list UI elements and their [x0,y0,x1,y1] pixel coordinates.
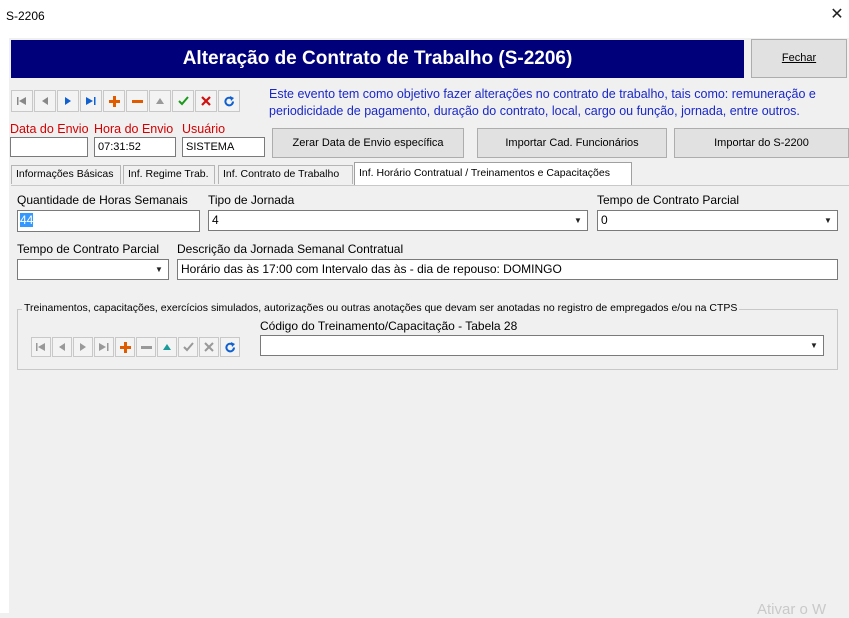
qtd-horas-label: Quantidade de Horas Semanais [17,193,188,207]
chevron-down-icon[interactable]: ▼ [824,216,832,225]
add-icon[interactable] [103,90,125,112]
chevron-down-icon[interactable]: ▼ [155,265,163,274]
qtd-horas-value: 44 [20,213,34,227]
tipo-jornada-value: 4 [212,213,219,227]
refresh-icon[interactable] [218,90,240,112]
edit-icon[interactable] [157,337,177,357]
tempo-parcial-value: 0 [601,213,608,227]
page-title: Alteração de Contrato de Trabalho (S-2206) [11,40,744,78]
first-record-icon[interactable] [11,90,33,112]
check-icon[interactable] [178,337,198,357]
tipo-jornada-select[interactable] [208,210,588,231]
importar-s2200-button[interactable]: Importar do S-2200 [674,128,849,158]
fechar-button[interactable] [751,39,847,78]
next-record-icon[interactable] [57,90,79,112]
next-record-icon[interactable] [73,337,93,357]
data-envio-label: Data do Envio [10,122,89,136]
add-icon[interactable] [115,337,135,357]
descricao-jornada-input[interactable]: Horário das às 17:00 com Intervalo das às - dia de repouso: DOMINGO [177,259,838,280]
prev-record-icon[interactable] [34,90,56,112]
chevron-down-icon[interactable]: ▼ [574,216,582,225]
last-record-icon[interactable] [80,90,102,112]
tab-regime-trab[interactable]: Inf. Regime Trab. [123,165,215,184]
hora-envio-input[interactable]: 07:31:52 [94,137,176,157]
info-text: Este evento tem como objetivo fazer alterações no contrato de trabalho, tais como: remuneração e periodicidade de pagamento, duração do contrato, local, cargo ou função, jornada, entre outros. [269,87,816,118]
last-record-icon[interactable] [94,337,114,357]
fechar-label: Fechar [781,52,817,64]
tipo-jornada-label: Tipo de Jornada [208,193,295,207]
usuario-label: Usuário [182,122,226,136]
check-icon[interactable] [172,90,194,112]
tempo-parcial-select[interactable] [597,210,838,231]
prev-record-icon[interactable] [52,337,72,357]
codigo-treinamento-label: Código do Treinamento/Capacitação - Tabela 28 [260,319,518,333]
remove-icon[interactable] [126,90,148,112]
descricao-jornada-label: Descrição da Jornada Semanal Contratual [177,242,404,256]
window-title-bar [0,0,849,32]
tab-informacoes-basicas[interactable]: Informações Básicas [11,165,121,184]
window-title: S-2206 [6,9,45,23]
tempo-parcial-2-label: Tempo de Contrato Parcial [17,242,160,256]
activation-watermark: Ativar o W [757,601,827,618]
zerar-data-button[interactable]: Zerar Data de Envio específica [272,128,464,158]
data-envio-input[interactable] [10,137,88,157]
tempo-parcial-label: Tempo de Contrato Parcial [597,193,740,207]
record-navigator [11,90,240,112]
tab-contrato-trabalho[interactable]: Inf. Contrato de Trabalho [218,165,353,184]
treinamentos-group-label: Treinamentos, capacitações, exercícios simulados, autorizações ou outras anotações que devam ser anotadas no registro de empregados e/ou na CTPS [24,302,738,314]
qtd-horas-input[interactable] [17,210,200,232]
edit-icon[interactable] [149,90,171,112]
cancel-icon[interactable] [195,90,217,112]
hora-envio-label: Hora do Envio [94,122,174,136]
remove-icon[interactable] [136,337,156,357]
codigo-treinamento-select[interactable] [260,335,824,356]
tempo-parcial-2-select[interactable] [17,259,169,280]
close-icon[interactable]: ✕ [830,6,844,23]
treinamentos-navigator [31,337,240,357]
usuario-input[interactable]: SISTEMA [182,137,265,157]
importar-cad-button[interactable]: Importar Cad. Funcionários [477,128,667,158]
first-record-icon[interactable] [31,337,51,357]
cancel-icon[interactable] [199,337,219,357]
left-edge [0,32,9,613]
chevron-down-icon[interactable]: ▼ [810,341,818,350]
top-band [9,32,849,38]
tab-horario-contratual[interactable]: Inf. Horário Contratual / Treinamentos e Capacitações [354,162,632,185]
refresh-icon[interactable] [220,337,240,357]
